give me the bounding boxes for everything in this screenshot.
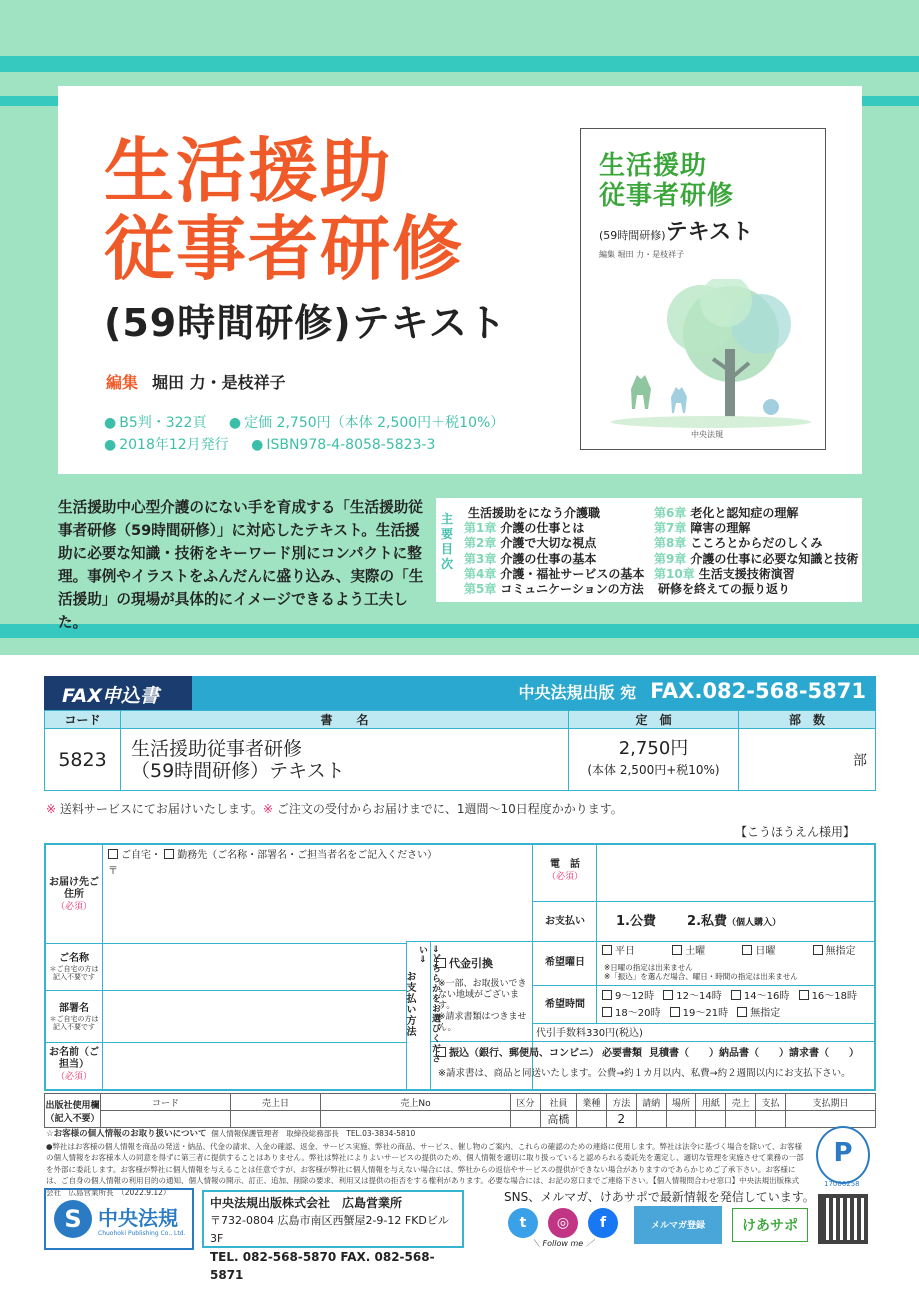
address-label: お届け先ご住所 （必須） xyxy=(49,877,99,912)
company-info: 中央法規出版株式会社 広島営業所 〒732-0804 広島市南区西蟹屋2-9-12 FKDビル3F TEL. 082-568-5870 FAX. 082-568-5871 xyxy=(202,1190,464,1248)
cod-notes: ※一部、お取扱いできない地域がございます。 ※請求書類はつきません。 xyxy=(438,979,527,1033)
payment-options[interactable]: 1.公費 2.私費（個人購入） xyxy=(616,914,782,929)
cover-title: 生活援助 従事者研修 xyxy=(599,151,735,211)
quantity-field[interactable]: 部 xyxy=(739,729,876,791)
time-checkbox[interactable] xyxy=(602,990,612,1000)
staff-name: 高橋 xyxy=(540,1111,576,1128)
delivery-day-notes: ※日曜の指定は出来ません ※「振込」を選んだ場合、曜日・時間の指定は出来ません xyxy=(604,963,798,981)
book-code: 5823 xyxy=(45,729,121,791)
delivery-time-label: 希望時間 xyxy=(545,999,585,1010)
editor-line: 編集 堀田 力・是枝祥子 xyxy=(106,373,286,392)
book-title: 生活援助 従事者研修 xyxy=(104,130,464,290)
mailmag-register-button[interactable]: メルマガ登録 xyxy=(634,1206,722,1244)
privacy-mark-number: 17000258 xyxy=(824,1180,860,1188)
toc-item: 第4章 介護・福祉サービスの基本 xyxy=(464,566,645,581)
phone-label: 電 話 （必須） xyxy=(546,859,583,882)
col-header-code: コード xyxy=(45,711,121,729)
bullet-icon: ● xyxy=(104,415,117,431)
table-of-contents xyxy=(436,498,862,602)
transfer-checkbox[interactable] xyxy=(436,1047,446,1057)
toc-item: 第2章 介護で大切な視点 xyxy=(464,536,597,551)
time-checkbox[interactable] xyxy=(731,990,741,1000)
fax-header-bar xyxy=(44,676,876,710)
footer xyxy=(44,1188,876,1282)
col-header-price: 定 価 xyxy=(569,711,739,729)
person-label: お名前（ご担当） （必須） xyxy=(49,1047,99,1082)
delivery-time-options[interactable]: 9〜12時 12〜14時 14〜16時 16〜18時 xyxy=(602,990,857,1003)
stripe-top xyxy=(0,56,919,72)
col-header-title: 書 名 xyxy=(121,711,569,729)
cover-editors: 編集 堀田 力・是枝祥子 xyxy=(599,250,685,259)
office-use-area: 出版社使用欄（記入不要） コード 売上日 売上No 区分 社員 業種 方法 請納 場所 用紙 売上 支払 支払期日 高橋 2 xyxy=(44,1093,876,1127)
cod-checkbox[interactable] xyxy=(436,958,446,968)
time-checkbox[interactable] xyxy=(799,990,809,1000)
toc-label: 主要目次 xyxy=(440,512,453,571)
required-docs[interactable]: 必要書類 見積書（ ）納品書（ ）請求書（ ） xyxy=(602,1048,859,1059)
publisher-logo: S 中央法規 Chuohoki Publishing Co., Ltd. xyxy=(44,1188,194,1250)
home-checkbox[interactable] xyxy=(108,849,118,859)
logo-icon: S xyxy=(54,1200,92,1238)
transfer-option[interactable]: 振込（銀行、郵便局、コンビニ） xyxy=(436,1047,599,1060)
day-sun-checkbox[interactable] xyxy=(742,945,752,955)
cover-publisher: 中央法規 xyxy=(691,430,723,439)
tree-illustration xyxy=(601,279,811,429)
pay-public[interactable]: 1.公費 xyxy=(616,914,656,929)
order-form xyxy=(44,843,876,1091)
social-links: SNS、メルマガ、けあサポで最新情報を発信しています。 t ◎ f ＼ Follow me ／ メルマガ登録 けあサポ xyxy=(474,1188,876,1250)
day-weekday-checkbox[interactable] xyxy=(602,945,612,955)
delivery-day-options[interactable]: 平日 土曜 日曜 無指定 xyxy=(602,945,856,958)
book-price: 2,750円 (本体 2,500円+税10%) xyxy=(569,729,739,791)
toc-item: 研修を終えての振り返り xyxy=(658,582,791,597)
dept-label: 部署名 ＊ご自宅の方は記入不要です xyxy=(49,1003,99,1031)
toc-item: 第6章 老化と認知症の理解 xyxy=(654,506,799,520)
privacy-policy: ☆お客様の個人情報のお取り扱いについて 個人情報保護管理者 取締役総務部長 TEL.03-3834-5810 ●弊社はお客様の個人情報を商品の発送・納品、代金の請求、入金の確認、返金、サービス実施、弊社の商品、サービス、催し物のご案内、これらの確認のための連絡に使用します。弊社は法令に基づく場合を除いて、お客様の個人情報をお客様本人の同意を得ずに第三者に提供することはありません。弊社は弊社によりよいサービスの提供のため、個人情報を適切に取り扱っていると認められる委託先を選定し、適切な管理を実施させて業務の一部を外部に委託します。お客様が弊社に個人情報を与えることは任意ですが、お客様が弊社に個人情報を与えない場合には、弊社からの返信やサービスの提供ができない場合がありますのであらかじめご了承下さい。お客様には、ご自身の個人情報の利用目的の通知、個人情報の開示、訂正、追加、削除の要求、利用又は提供の拒否をする権利があります。必要な場合には、お記の窓口までご連絡下さい。【個人情報問合わせ窓口】中央法規出版株式会社 広島営業所長 （2022.9.12） xyxy=(46,1129,804,1197)
cover-subtitle: (59時間研修)テキスト xyxy=(599,220,754,245)
toc-item: 第3章 介護の仕事の基本 xyxy=(464,551,597,566)
cod-option[interactable]: 代金引換 xyxy=(436,957,493,970)
toc-column-left xyxy=(464,506,644,597)
privacy-mark-icon: P xyxy=(816,1126,870,1184)
address-type-select[interactable]: ご自宅・ 勤務先（ご名称・部署名・ご担当者名をご記入ください） xyxy=(108,849,437,862)
toc-item: 第1章 介護の仕事とは xyxy=(464,521,585,536)
method-value: 2 xyxy=(606,1111,636,1128)
facebook-icon[interactable]: f xyxy=(588,1208,618,1238)
qr-code[interactable] xyxy=(818,1194,868,1244)
time-checkbox[interactable] xyxy=(663,990,673,1000)
shipping-note: ※ 送料サービスにてお届けいたします。※ ご注文の受付からお届けまでに、1週間〜10日程度かかります。 xyxy=(46,802,623,816)
toc-item: 第5章 コミュニケーションの方法 xyxy=(464,582,644,597)
book-specs: ● B5判・322頁 ● 定価 2,750円（本体 2,500円＋税10%） ● 2018年12月発行 ● ISBN978-4-8058-5823-3 xyxy=(104,415,505,453)
instagram-icon[interactable]: ◎ xyxy=(548,1208,578,1238)
office-use-label: 出版社使用欄（記入不要） xyxy=(45,1094,101,1128)
toc-item: 第7章 障害の理解 xyxy=(654,521,751,536)
toc-item: 生活援助をになう介護職 xyxy=(468,506,601,520)
book-description: 生活援助中心型介護のにない手を育成する「生活援助従事者研修（59時間研修）」に対応したテキスト。生活援助に必要な知識・技術をキーワード別にコンパクトに整理。事例やイラストをふんだんに盛り込み、実際の「生活援助」の現場が具体的にイメージできるよう工夫した。 xyxy=(58,499,424,631)
name-label: ご名称 ＊ご自宅の方は記入不要です xyxy=(49,953,99,981)
col-header-qty: 部 数 xyxy=(739,711,876,729)
bullet-icon: ● xyxy=(228,415,242,431)
toc-item: 第9章 介護の仕事に必要な知識と技術 xyxy=(654,551,859,566)
postal-mark: 〒 xyxy=(108,866,118,877)
book-subtitle: (59時間研修)テキスト xyxy=(104,301,507,345)
delivery-time-options-2[interactable]: 18〜20時 19〜21時 無指定 xyxy=(602,1007,780,1020)
book-cover xyxy=(580,128,826,450)
order-table xyxy=(44,710,876,791)
toc-column-right xyxy=(654,506,858,597)
pay-private[interactable]: 2.私費 xyxy=(687,914,728,929)
time-checkbox[interactable] xyxy=(670,1007,680,1017)
delivery-day-label: 希望曜日 xyxy=(545,957,585,968)
toc-item: 第8章 こころとからだのしくみ xyxy=(654,536,823,551)
table-row xyxy=(45,729,876,791)
phone-input[interactable] xyxy=(598,847,868,899)
office-checkbox[interactable] xyxy=(164,849,174,859)
day-any-checkbox[interactable] xyxy=(813,945,823,955)
twitter-icon[interactable]: t xyxy=(508,1208,538,1238)
payment-method-label: お支払い方法 xyxy=(404,971,415,1037)
fax-destination: 中央法規出版 宛 FAX.082-568-5871 xyxy=(518,679,866,703)
invoice-note: ※請求書は、商品と同送いたします。公費→約１カ月以内、私費→約２週間以内にお支払下さい。 xyxy=(438,1068,851,1079)
time-checkbox[interactable] xyxy=(737,1007,747,1017)
time-checkbox[interactable] xyxy=(602,1007,612,1017)
book-name: 生活援助従事者研修 （59時間研修）テキスト xyxy=(121,729,569,791)
bullet-icon: ● xyxy=(104,437,117,453)
bullet-icon: ● xyxy=(251,437,264,453)
day-sat-checkbox[interactable] xyxy=(672,945,682,955)
fax-form-tag: FAX申込書 xyxy=(44,676,192,710)
choose-arrow-note: ⇒どちらかをお選びください⇒ xyxy=(417,945,440,1064)
keasapo-logo[interactable]: けあサポ xyxy=(732,1208,808,1242)
payment-label: お支払い xyxy=(545,916,585,927)
toc-item: 第10章 生活支援技術演習 xyxy=(654,566,795,581)
customer-label: 【こうほうえん様用】 xyxy=(735,825,856,839)
cod-fee: 代引手数料330円(税込) xyxy=(536,1028,643,1039)
